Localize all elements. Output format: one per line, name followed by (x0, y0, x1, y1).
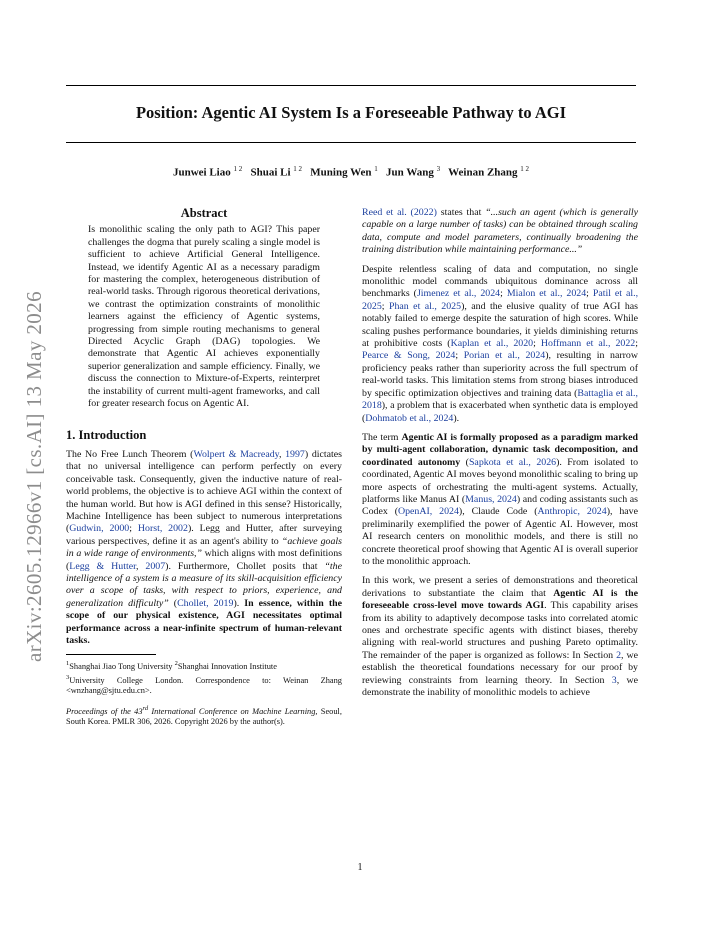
abstract-heading: Abstract (180, 206, 228, 220)
paragraph: The term Agentic AI is formally proposed as a paradigm marked by multi-agent collaboration, dynamic task decomposition, and coordinated autonomy (Sapkota et al., 2026). From isolated to coordinated, Agentic AI moves beyond monolithic scaling to bring up more aspects of orchestrating the multi-agent systems. Actually, platforms like Manus AI (Manus, 2024) and coding assistants such as Codex (OpenAI, 2024), Claude Code (Anthropic, 2024), have preliminarily exemplified the power of Agentic AI. However, most AI research centers on monolithic models, and there is still no concrete theoretical proof showing that Agentic AI is overall superior to the monolithic approach. (362, 431, 639, 567)
citation-link[interactable]: Kaplan et al., 2020 (450, 338, 534, 350)
author-name: Weinan Zhang (448, 166, 518, 179)
citation-link[interactable]: Reed et al. (2022) (362, 207, 437, 218)
author-list (66, 165, 636, 179)
author-name: Muning Wen (310, 166, 372, 179)
citation-link[interactable]: Anthropic, 2024 (537, 506, 607, 518)
author-affiliation: 1 2 (293, 165, 303, 173)
citation-link[interactable]: Gudwin, 2000 (69, 523, 130, 535)
quote: “...such an agent (which is generally capable on a large number of tasks) can be obtained through scaling data, compute and model parameters, continually broadening the training distribution while maintaining performance...” (362, 207, 638, 256)
author-affiliation: 3 (436, 165, 441, 173)
quote: “the intelligence of a system is a measure of its skill-acquisition efficiency over a scope of tasks, with respect to priors, experience, and generalization difficulty” (66, 560, 342, 609)
citation-link[interactable]: Chollet, 2019 (177, 597, 234, 609)
paper-title: Position: Agentic AI System Is a Foreseeable Pathway to AGI (135, 103, 567, 122)
citation-link[interactable]: Hoffmann et al., 2022 (540, 338, 636, 350)
citation-link[interactable]: Sapkota et al., 2026 (468, 456, 557, 468)
paragraph: Despite relentless scaling of data and computation, no single monolithic model commands ubiquitous dominance across all benchmarks (Jimenez et al., 2024; Mialon et al., 2024; Patil et al., 2025; Phan et al., 2025), and the elusive quality of true AGI has notably failed to emerge despite the saturation of high scores. While scaling pushes performance boundaries, it yields diminishing returns at prohibitive costs (Kaplan et al., 2020; Hoffmann et al., 2022; Pearce & Song, 2024; Porian et al., 2024), resulting in narrow proficiency peaks rather than superiority across the full spectrum of real-world tasks. This limitation stems from strong biases introduced by specific optimization objectives and training data (Battaglia et al., 2018), a problem that is exacerbated when synthetic data is employed (Dohmatob et al., 2024). (362, 263, 639, 424)
citation-link[interactable]: Horst, 2002 (137, 523, 188, 535)
author-affiliation: 1 2 (520, 165, 530, 173)
citation-link[interactable]: Mialon et al., 2024 (506, 288, 587, 300)
page-number: 1 (357, 862, 363, 873)
paragraph: In this work, we present a series of demonstrations and theoretical derivations to substantiate the claim that Agentic AI is the foreseeable cross-level move towards AGI. This capability arises from its ability to adaptively decompose tasks into correlated atomic ones and orchestrate specific agents with distinct biases, thereby aligning with real-world structures and pushing Pareto optimality. The remainder of the paper is organized as follows: In Section 2, we establish the theoretical foundations necessary for our proof by reviewing constraints from learning theory. In Section 3, we demonstrate the inability of monolithic models to achieve (362, 575, 638, 699)
author-name: Junwei Liao (172, 166, 231, 179)
citation-link[interactable]: OpenAI, 2024 (397, 506, 459, 518)
left-column (66, 207, 342, 728)
section-link[interactable]: 2 (616, 649, 622, 661)
citation-link[interactable]: 1997 (285, 448, 305, 460)
citation-link[interactable]: Battaglia et al., 2018 (362, 387, 638, 412)
quote: “achieve goals in a wide range of environments,” (66, 535, 342, 560)
citation-link[interactable]: Jimenez et al., 2024 (416, 288, 501, 300)
abstract-body: Is monolithic scaling the only path to AGI? This paper challenges the dogma that purely scaling a single model is sufficient to achieve Artificial General Intelligence. Instead, we identify Agentic AI as a necessary paradigm for mastering the complex, heterogeneous distribution of real-world tasks. Through rigorous theoretical derivations, we contrast the optimization constraints of monolithic learners against the efficiency of Agentic systems, progressing from simple routing mechanisms to general Directed Acyclic Graph (DAG) topologies. We demonstrate that Agentic AI achieves exponentially superior generalization and sample efficiency. Finally, we discuss the connection to Mixture-of-Experts, reinterpret the instability of current multi-agent frameworks, and call for greater research focus on Agentic AI. (88, 224, 320, 410)
emphasis: Agentic AI is formally proposed as a paradigm marked by multi-agent collaboration, dynamic task decomposition, and coordinated autonomy (362, 431, 638, 468)
citation-link[interactable]: Phan et al., 2025 (388, 300, 462, 312)
citation-link[interactable]: Dohmatob et al., 2024 (365, 412, 454, 424)
citation-link[interactable]: Patil et al., 2025 (362, 288, 639, 312)
author-affiliation: 1 (374, 165, 378, 173)
citation-link[interactable]: Legg & Hutter (69, 560, 136, 572)
citation-link[interactable]: 2007 (145, 560, 166, 572)
title-top-rule (66, 85, 636, 86)
section-heading-introduction: 1. Introduction (66, 427, 147, 442)
affiliation-footnote: $^1$Shanghai Jiao Tong University $^2$Shanghai Innovation Institute $^3$University College London. Correspondence to: Weinan Zhang <wnzhang@sjtu.edu.cn>. (66, 660, 342, 695)
emphasis: Agentic AI is the foreseeable cross-level move towards AGI (362, 587, 638, 612)
citation-link[interactable]: Porian et al., 2024 (463, 350, 546, 362)
citation-link[interactable]: Wolpert & Macready (193, 448, 279, 460)
emphasis: In essence, within the scope of our physical existence, AGI necessitates optimal performance across a near-infinite spectrum of human-relevant tasks. (66, 597, 343, 646)
citation-link[interactable]: Manus, 2024 (465, 493, 517, 505)
title-bottom-rule (66, 142, 636, 143)
author-name: Shuai Li (250, 166, 291, 179)
footnote-rule (66, 654, 156, 655)
author-affiliation: 1 2 (233, 165, 243, 173)
citation-link[interactable]: Pearce & Song, 2024 (362, 350, 456, 362)
arxiv-identifier[interactable]: arXiv:2605.12966v1 [cs.AI] 13 May 2026 (22, 291, 46, 662)
intro-paragraph: The No Free Lunch Theorem (Wolpert & Macready, 1997) dictates that no universal intelligence can perform perfectly on every conceivable task. Consequently, given the inductive nature of real-world problems, the objective is to achieve AGI within the context of the human world. But how is AGI defined in this sense? Historically, Machine Intelligence has been subject to numerous interpretations (Gudwin, 2000; Horst, 2002). Legg and Hutter, after surveying various perspectives, define it as an agent's ability to “achieve goals in a wide range of environments,” which aligns with most definitions (Legg & Hutter, 2007). Furthermore, Chollet posits that “the intelligence of a system is a measure of its skill-acquisition efficiency over a scope of tasks, with respect to priors, experience, and generalization difficulty” (Chollet, 2019). In essence, within the scope of our physical existence, AGI necessitates optimal performance across a near-infinite spectrum of human-relevant tasks. (66, 448, 343, 646)
right-column (362, 207, 638, 706)
proceedings-note: Proceedings of the 43rd International Conference on Machine Learning, Seoul, South Korea. PMLR 306, 2026. Copyright 2026 by the author(s). (66, 705, 342, 727)
author-name: Jun Wang (386, 166, 434, 179)
section-link[interactable]: 3 (611, 674, 617, 686)
paragraph: Reed et al. (2022) states that “...such an agent (which is generally capable on a large number of tasks) can be obtained through scaling data, compute and model parameters, continually broadening the training distribution while maintaining performance...” (362, 207, 638, 256)
